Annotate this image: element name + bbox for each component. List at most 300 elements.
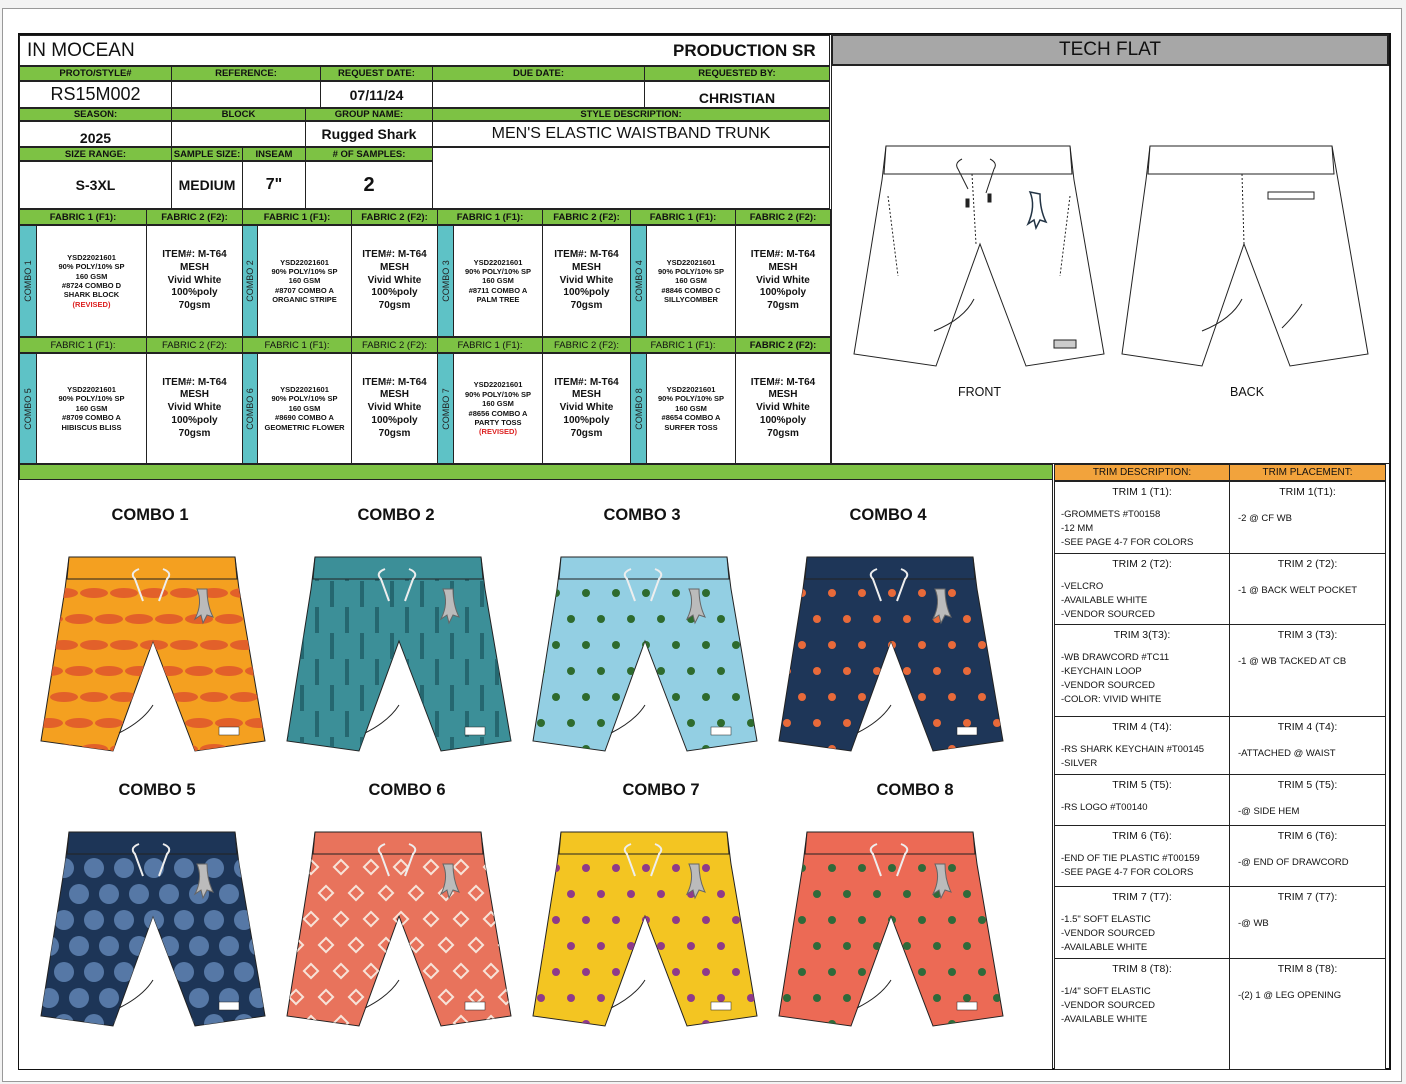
motif <box>537 1046 545 1054</box>
trim-placement-title: TRIM 7 (T7): <box>1277 891 1338 903</box>
motif <box>264 1014 284 1034</box>
motif <box>537 994 545 1002</box>
motif <box>642 693 650 701</box>
motif <box>858 745 866 753</box>
fabric1-spec <box>36 225 147 337</box>
motif <box>552 968 560 976</box>
motif <box>50 640 78 650</box>
motif <box>159 988 179 1008</box>
motif <box>189 988 209 1008</box>
fabric1-line: YSD22021601 <box>280 257 329 267</box>
motif <box>672 1020 680 1028</box>
fabric2-line: MESH <box>180 261 209 273</box>
motif <box>978 641 986 649</box>
motif <box>828 864 836 872</box>
fabric2-header: FABRIC 2 (F2): <box>542 209 631 225</box>
fabric2-line: MESH <box>768 389 798 401</box>
motif <box>125 666 153 676</box>
motif <box>843 719 851 727</box>
motif <box>140 692 168 702</box>
fabric2-header: FABRIC 2 (F2): <box>542 337 631 353</box>
front-label: FRONT <box>958 385 1002 399</box>
trim-placement-text: -1 @ WB TACKED AT CB <box>1238 656 1347 667</box>
motif <box>762 968 770 976</box>
motif <box>319 1042 333 1056</box>
trim-placement-title: TRIM 3 (T3): <box>1277 629 1338 641</box>
combo-label: COMBO 2 <box>245 260 256 302</box>
trim-placement-text: -@ END OF DRAWCORD <box>1238 857 1349 868</box>
trim-description-cell <box>1054 553 1230 625</box>
motif <box>702 641 710 649</box>
motif <box>189 1040 209 1060</box>
motif <box>963 1046 971 1054</box>
fabric1-line: 160 GSM <box>75 403 108 413</box>
combo-title: COMBO 5 <box>118 781 196 799</box>
motif <box>672 968 680 976</box>
motif <box>978 968 986 976</box>
motif <box>360 685 364 711</box>
motif <box>204 1014 224 1034</box>
motif <box>747 1046 755 1054</box>
motif <box>230 588 258 598</box>
trim-placement-text: -(2) 1 @ LEG OPENING <box>1238 990 1342 1001</box>
waistband <box>559 557 729 579</box>
motif <box>174 1014 194 1034</box>
motif <box>39 936 59 956</box>
fabric1-line: 90% POLY/10% SP <box>464 266 531 276</box>
colorway-area <box>19 480 1053 1069</box>
fabric2-spec <box>351 353 438 464</box>
combo-side-label <box>19 353 37 464</box>
motif <box>978 864 986 872</box>
motif <box>783 771 791 779</box>
motif <box>963 615 971 623</box>
motif <box>597 771 605 779</box>
inseam-label: INSEAM <box>242 147 306 161</box>
motif <box>687 667 695 675</box>
due-date-label: DUE DATE: <box>432 66 645 81</box>
motif <box>514 964 528 978</box>
motif <box>903 719 911 727</box>
motif <box>249 1040 269 1060</box>
motif <box>80 744 108 754</box>
colorway-short <box>533 832 770 1054</box>
motif <box>537 615 545 623</box>
motif <box>687 994 695 1002</box>
motif <box>657 667 665 675</box>
trim-description-cell <box>1054 825 1230 887</box>
fabric1-line: #8690 COMBO A <box>275 413 334 423</box>
style-desc-value: MEN'S ELASTIC WAISTBAND TRUNK <box>432 121 830 147</box>
motif <box>552 641 560 649</box>
motif <box>762 916 770 924</box>
motif <box>702 916 710 924</box>
motif <box>140 744 168 754</box>
motif <box>289 834 303 848</box>
motif <box>948 968 956 976</box>
reference-label: REFERENCE: <box>171 66 321 81</box>
motif <box>99 988 119 1008</box>
motif <box>245 718 273 728</box>
trim-description-cell <box>1054 624 1230 717</box>
trim-description-cell <box>1054 886 1230 959</box>
colorway-short <box>533 557 770 779</box>
fabric2-line: 70gsm <box>570 300 603 312</box>
motif <box>409 1042 423 1056</box>
motif <box>234 910 254 930</box>
colorway-short <box>779 832 1016 1054</box>
motif <box>260 588 288 598</box>
trim-placement-cell <box>1229 958 1386 1070</box>
combo-label: COMBO 7 <box>440 387 451 430</box>
motif <box>873 942 881 950</box>
motif <box>537 719 545 727</box>
motif <box>858 589 866 597</box>
motif <box>260 640 288 650</box>
motif <box>612 693 620 701</box>
fabric1-line: 160 GSM <box>675 276 707 286</box>
fabric2-line: 100%poly <box>171 414 218 426</box>
motif <box>1008 916 1016 924</box>
motif <box>747 615 755 623</box>
motif <box>717 1046 725 1054</box>
motif <box>439 1042 453 1056</box>
motif <box>65 666 93 676</box>
motif <box>537 563 545 571</box>
motif <box>95 718 123 728</box>
motif <box>672 693 680 701</box>
reference-value <box>171 81 321 108</box>
motif <box>390 581 394 607</box>
fabric1-line: YSD22021601 <box>666 385 716 395</box>
fabric2-line: Vivid White <box>559 402 614 414</box>
tech-flat-title: TECH FLAT <box>831 34 1389 66</box>
fabric1-spec <box>257 353 352 464</box>
fabric2-spec <box>735 225 831 337</box>
motif <box>762 864 770 872</box>
motif <box>858 916 866 924</box>
motif <box>672 745 680 753</box>
motif <box>963 667 971 675</box>
motif <box>657 719 665 727</box>
motif <box>993 890 1001 898</box>
motif <box>717 771 725 779</box>
motif <box>215 666 243 676</box>
motif <box>69 936 89 956</box>
request-date-label: REQUEST DATE: <box>320 66 433 81</box>
fabric2-header: FABRIC 2 (F2): <box>351 209 438 225</box>
combo-side-label <box>630 353 647 464</box>
motif <box>627 890 635 898</box>
motif <box>1008 1020 1016 1028</box>
trim-placement-title: TRIM 1(T1): <box>1279 486 1336 498</box>
motif <box>762 589 770 597</box>
motif <box>200 692 228 702</box>
motif <box>125 770 153 780</box>
fabric2-line: MESH <box>572 389 601 401</box>
trim-placement-cell <box>1229 886 1386 959</box>
motif <box>514 1016 528 1030</box>
waistband <box>805 832 975 854</box>
motif <box>480 737 484 763</box>
fabric1-spec <box>646 225 736 337</box>
fabric1-header: FABRIC 1 (F1): <box>19 209 147 225</box>
trim-placement-cell <box>1229 825 1386 887</box>
motif <box>732 641 740 649</box>
motif <box>918 1020 926 1028</box>
combo-title: COMBO 4 <box>849 506 927 524</box>
motif <box>99 936 119 956</box>
block-label: BLOCK <box>171 108 306 121</box>
fabric2-line: ITEM#: M-T64 <box>554 249 619 261</box>
motif <box>54 1014 74 1034</box>
motif <box>110 588 138 598</box>
trim-placement-title: TRIM 6 (T6): <box>1277 830 1338 842</box>
motif <box>747 890 755 898</box>
motif <box>933 994 941 1002</box>
num-samples-label: # OF SAMPLES: <box>305 147 433 161</box>
motif <box>687 719 695 727</box>
fabric1-line: 160 GSM <box>288 403 321 413</box>
motif <box>219 1040 239 1060</box>
colorway-short <box>779 557 1016 779</box>
motif <box>642 864 650 872</box>
motif <box>657 1046 665 1054</box>
fabric1-line: YSD22021601 <box>280 385 329 395</box>
motif <box>567 890 575 898</box>
fabric2-line: Vivid White <box>756 402 810 414</box>
combo-label: COMBO 1 <box>23 260 34 302</box>
motif <box>360 581 364 607</box>
motif <box>963 994 971 1002</box>
motif <box>762 745 770 753</box>
motif <box>843 771 851 779</box>
revised-note: (REVISED) <box>479 427 517 437</box>
motif <box>260 744 288 754</box>
motif <box>1008 968 1016 976</box>
motif <box>99 1040 119 1060</box>
fabric1-line: ORGANIC STRIPE <box>272 295 337 305</box>
motif <box>843 942 851 950</box>
fabric1-line: 90% POLY/10% SP <box>657 394 724 404</box>
fabric1-line: 90% POLY/10% SP <box>271 394 338 404</box>
fabric2-line: 70gsm <box>178 427 211 439</box>
motif <box>552 693 560 701</box>
motif <box>39 832 59 852</box>
motif <box>84 858 104 878</box>
motif <box>642 589 650 597</box>
trim-description-title: TRIM 1 (T1): <box>1112 486 1172 498</box>
motif <box>918 916 926 924</box>
motif <box>264 910 284 930</box>
num-samples-value: 2 <box>305 161 433 209</box>
motif <box>993 1046 1001 1054</box>
fabric1-line: 90% POLY/10% SP <box>58 262 125 272</box>
motif <box>627 942 635 950</box>
motif <box>170 588 198 598</box>
waistband <box>313 832 483 854</box>
motif <box>597 719 605 727</box>
motif <box>672 641 680 649</box>
fabric2-spec <box>735 353 831 464</box>
motif <box>69 884 89 904</box>
motif <box>747 942 755 950</box>
combo-side-label <box>437 353 454 464</box>
motif <box>159 884 179 904</box>
motif <box>289 1042 303 1056</box>
motif <box>39 884 59 904</box>
fabric1-line: #8707 COMBO A <box>275 285 334 295</box>
motif <box>65 770 93 780</box>
fabric2-line: 100%poly <box>371 287 418 299</box>
motif <box>435 711 439 737</box>
trim-description-title: TRIM 3(T3): <box>1113 629 1171 641</box>
motif <box>732 916 740 924</box>
rs-logo-tag <box>465 1002 485 1010</box>
motif <box>215 614 243 624</box>
group-value: Rugged Shark <box>305 121 433 147</box>
motif <box>249 884 269 904</box>
trim-placement-title: TRIM 2 (T2): <box>1277 558 1338 570</box>
style-desc-label: STYLE DESCRIPTION: <box>432 108 830 121</box>
motif <box>450 685 454 711</box>
motif <box>963 771 971 779</box>
trim-description-title: TRIM 5 (T5): <box>1112 779 1172 791</box>
motif <box>642 968 650 976</box>
motif <box>672 589 680 597</box>
motif <box>95 770 123 780</box>
motif <box>330 737 334 763</box>
motif <box>84 910 104 930</box>
motif <box>552 1020 560 1028</box>
fabric2-line: MESH <box>768 261 798 273</box>
motif <box>189 936 209 956</box>
motif <box>219 936 239 956</box>
motif <box>627 615 635 623</box>
trim-placement-title: TRIM 8 (T8): <box>1277 963 1338 975</box>
motif <box>159 936 179 956</box>
fabric1-line: SILLYCOMBER <box>664 295 718 305</box>
motif <box>249 988 269 1008</box>
fabric2-line: MESH <box>380 261 409 273</box>
motif <box>717 615 725 623</box>
motif <box>783 1046 791 1054</box>
motif <box>843 667 851 675</box>
motif <box>99 884 119 904</box>
trim-description-text: -1/4" SOFT ELASTIC -VENDOR SOURCED -AVAILABLE WHITE <box>1061 986 1155 1025</box>
trim-description-text: -1.5" SOFT ELASTIC -VENDOR SOURCED -AVAILABLE WHITE <box>1061 914 1155 953</box>
motif <box>948 693 956 701</box>
fabric2-line: ITEM#: M-T64 <box>750 249 816 261</box>
motif <box>798 641 806 649</box>
fabric1-header: FABRIC 1 (F1): <box>19 337 147 353</box>
motif <box>155 718 183 728</box>
motif <box>495 555 499 581</box>
fabric1-header: FABRIC 1 (F1): <box>242 337 352 353</box>
motif <box>903 1046 911 1054</box>
motif <box>125 614 153 624</box>
motif <box>567 1046 575 1054</box>
motif <box>717 667 725 675</box>
motif <box>260 692 288 702</box>
trim-placement-text: -2 @ CF WB <box>1238 513 1292 524</box>
waistband <box>67 557 237 579</box>
motif <box>798 968 806 976</box>
waistband <box>313 557 483 579</box>
block-value <box>171 121 306 147</box>
motif <box>465 763 469 789</box>
motif <box>129 1040 149 1060</box>
motif <box>234 962 254 982</box>
motif <box>642 745 650 753</box>
motif <box>567 615 575 623</box>
motif <box>110 640 138 650</box>
fabric1-line: 160 GSM <box>482 399 514 409</box>
motif <box>783 615 791 623</box>
motif <box>345 607 349 633</box>
motif <box>978 1020 986 1028</box>
motif <box>612 916 620 924</box>
fabric2-line: ITEM#: M-T64 <box>362 376 427 388</box>
motif <box>747 771 755 779</box>
motif <box>379 990 393 1004</box>
fabric2-line: ITEM#: M-T64 <box>162 249 227 261</box>
fabric1-line: 90% POLY/10% SP <box>58 394 125 404</box>
motif <box>510 685 514 711</box>
motif <box>114 962 134 982</box>
combo-title: COMBO 1 <box>111 506 189 524</box>
motif <box>360 633 364 659</box>
motif <box>185 718 213 728</box>
motif <box>330 633 334 659</box>
motif <box>1008 693 1016 701</box>
combo-label: COMBO 4 <box>633 260 644 302</box>
motif <box>798 916 806 924</box>
combo-label: COMBO 3 <box>440 260 451 302</box>
fabric1-header: FABRIC 1 (F1): <box>437 337 543 353</box>
fabric1-line: #8711 COMBO A <box>468 285 528 295</box>
motif <box>732 864 740 872</box>
fabric2-spec <box>542 225 631 337</box>
motif <box>469 1042 483 1056</box>
motif <box>993 838 1001 846</box>
motif <box>514 912 528 926</box>
motif <box>114 910 134 930</box>
motif <box>813 890 821 898</box>
motif <box>888 693 896 701</box>
fabric1-line: YSD22021601 <box>67 385 116 395</box>
fabric1-line: SHARK BLOCK <box>63 290 120 300</box>
motif <box>903 942 911 950</box>
motif <box>918 693 926 701</box>
motif <box>612 864 620 872</box>
trim-description-title: TRIM 4 (T4): <box>1112 721 1172 733</box>
motif <box>1008 641 1016 649</box>
motif <box>993 563 1001 571</box>
fabric2-header: FABRIC 2 (F2): <box>146 209 243 225</box>
motif <box>828 641 836 649</box>
motif <box>155 770 183 780</box>
trim-placement-cell <box>1229 481 1386 554</box>
motif <box>405 711 409 737</box>
motif <box>1008 864 1016 872</box>
motif <box>390 737 394 763</box>
motif <box>499 1042 513 1056</box>
back-label: BACK <box>1230 385 1265 399</box>
trim-description-cell <box>1054 958 1230 1070</box>
motif <box>315 607 319 633</box>
motif <box>155 614 183 624</box>
